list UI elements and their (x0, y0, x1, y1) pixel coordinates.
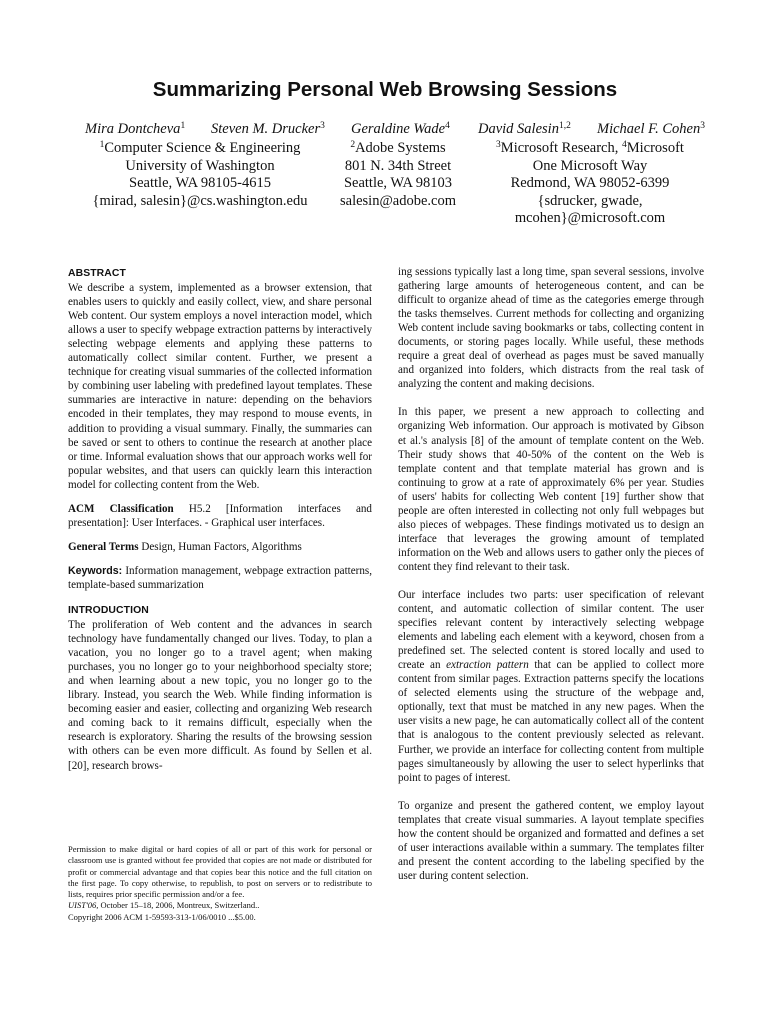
keywords: Keywords: Information management, webpage extraction patterns, template-based summarization (68, 564, 372, 591)
body-paragraph: In this paper, we present a new approach to collecting and organizing Web information. Our approach is motivated by Gibson et al.'s analysis [8] of the amount of template content on the Web. Their study shows that 40-50% of the content on the Web is template content and that template material has grown and is continuing to grow at a rate of approximately 6% per year. Studies of users' habits for collecting Web content [19] further show that people are often interested in collecting not only full webpages but also pieces of webpages. These findings motivated us to design an interface that leverages the growing amount of templated information on the Web and allows users to gather only the pieces of content they find relevant to their task. (398, 406, 704, 573)
introduction-text: The proliferation of Web content and the advances in search technology have fundamentally changed our lives. Today, to plan a vacation, you no longer go to a travel agent; when making purchases, you no longer go to your neighborhood specialty store; and when learning about a new topic, you no longer go to the library. Instead, you search the Web. While finding information is becoming easier and easier, collecting and organizing Web research and coming back to it remains difficult, especially when the research is exploratory. Sharing the results of the browsing session with others can be even more difficult. As found by Sellen et al. [20], research brows- (68, 619, 372, 772)
author-name: Geraldine Wade$^4$ (351, 121, 450, 137)
general-terms: General Terms Design, Human Factors, Algorithms (68, 540, 302, 553)
body-paragraph: ing sessions typically last a long time, span several sessions, involve gathering large amounts of heterogeneous content, and can be difficult to organize ahead of time as the categories emerge through the tasks themselves. Current methods for collecting and organizing Web content include saving bookmarks or tabs, collecting content in documents, or storing pages locally. While useful, these methods require a great deal of overhead as pages must be saved manually and organized into folders, which distracts from the real task of analyzing the content and making decisions. (398, 266, 704, 391)
abstract-heading: ABSTRACT (68, 268, 126, 279)
affiliation-microsoft: $^3$Microsoft Research, $^4$Microsoft One Microsoft Way Redmond, WA 98052-6399 {sdrucker, gwade, mcohen}@microsoft.com (496, 140, 684, 227)
paper-title: Summarizing Personal Web Browsing Sessions (152, 78, 618, 101)
left-column (68, 267, 372, 773)
affiliation-adobe: $^2$Adobe Systems 801 N. 34th Street Seattle, WA 98103 salesin@adobe.com (339, 140, 457, 209)
body-paragraph: Our interface includes two parts: user specification of relevant content, and automatic collection of similar content. The user specifies relevant content by interactively selecting webpage elements and labeling each element with a keyword, chosen from a predefined set. The selected content is stored locally and used to create an extraction pattern that can be applied to collect more content from similar pages. Extraction patterns specify the locations of selected elements using the structure of the webpage and, optionally, text that must be matched in any new pages. When the user visits a new page, he can automatically collect all of the content that is analogous to the content previously selected as relevant. Further, we provide an interface for collecting content from multiple pages simultaneously by allowing the user to select hyperlinks that point to pages of interest. (398, 588, 705, 784)
author-name: Michael F. Cohen$^3$ (597, 121, 705, 137)
affiliation-uw: $^1$Computer Science & Engineering University of Washington Seattle, WA 98105-4615 {mirad, salesin}@cs.washington.edu (92, 140, 308, 209)
author-name: Mira Dontcheva$^1$ (85, 121, 186, 137)
right-column (398, 265, 704, 883)
acm-classification: ACM Classification H5.2 [Information interfaces and presentation]: User Interfaces. - Graphical user interfaces. (68, 502, 372, 529)
permission-notice: Permission to make digital or hard copies of all or part of this work for personal or classroom use is granted without fee provided that copies are not made or distributed for profit or commercial advantage and that copies bear this notice and the full citation on the first page. To copy otherwise, to republish, to post on servers or to redistribute to lists, requires prior specific permission and/or a fee. UIST'06, October 15–18, 2006, Montreux, Switzerland.. Copyright 2006 ACM 1-59593-313-1/06/0010 ...$5.00. (68, 844, 372, 922)
body-paragraph: To organize and present the gathered content, we employ layout templates that create visual summaries. A layout template specifies how the content should be organized and formatted and defines a set of user interactions available within a summary. The templates filter and present the content according to the labeling specified by the user during content selection. (398, 799, 704, 882)
author-name: David Salesin$^{1,2}$ (478, 121, 571, 137)
introduction-heading: INTRODUCTION (68, 604, 149, 616)
author-name: Steven M. Drucker$^3$ (211, 121, 325, 137)
abstract-text: We describe a system, implemented as a browser extension, that enables users to quickly and easily collect, view, and share personal Web content. Our system employs a novel interaction model, which allows a user to specify webpage extraction patterns by interactively selecting webpage elements and applying these patterns to automatically collect similar content. Further, we present a technique for creating visual summaries of the collected information by combining user labeling with predefined layout templates. These summaries are interactive in nature: depending on the behaviors encoded in their templates, they may respond to mouse events, in addition to providing a visual summary. Finally, the summaries can be saved or sent to others to continue the research at another place or time. Informal evaluation shows that our approach works well for popular websites, and that users can quickly learn this interaction model for collecting content from the Web. (68, 282, 372, 491)
